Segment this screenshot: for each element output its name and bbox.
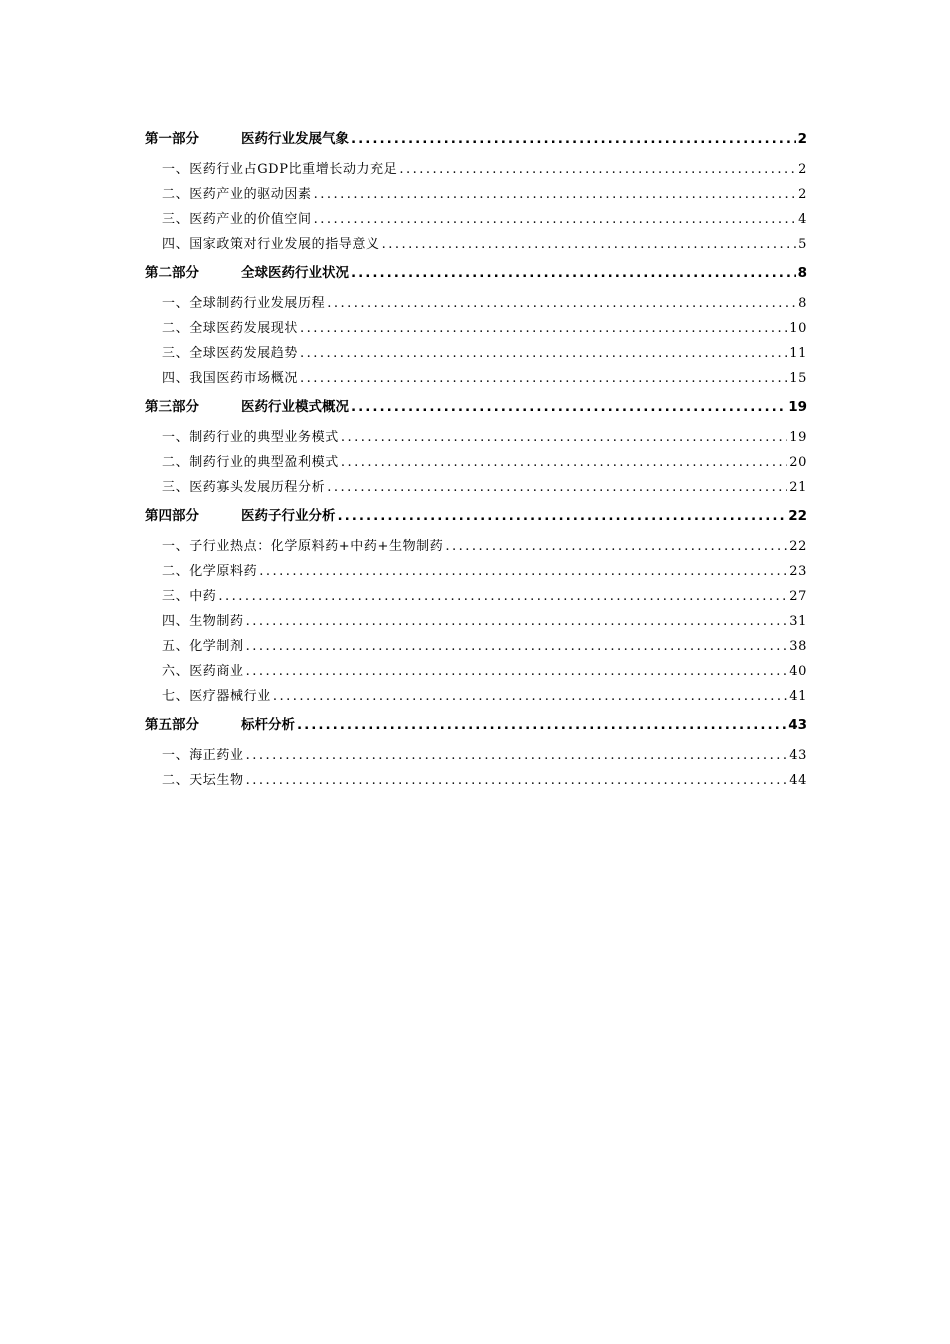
dot-leader xyxy=(259,559,787,584)
dot-leader xyxy=(314,207,797,232)
dot-leader xyxy=(300,366,787,391)
part-number: 第二部分 xyxy=(145,265,199,281)
dot-leader xyxy=(246,659,788,684)
toc-part-5[interactable] xyxy=(145,713,807,738)
page-number: 5 xyxy=(798,237,807,252)
dot-leader xyxy=(327,291,796,316)
toc-entry[interactable] xyxy=(145,584,807,609)
dot-leader xyxy=(246,609,788,634)
page-number: 27 xyxy=(789,589,807,604)
page-number: 41 xyxy=(789,689,807,704)
page-number: 31 xyxy=(789,614,807,629)
entry-title: 四、国家政策对行业发展的指导意义 xyxy=(162,237,380,252)
page-number: 10 xyxy=(789,321,807,336)
page-number: 40 xyxy=(789,664,807,679)
page-number: 22 xyxy=(789,539,807,554)
page-number: 19 xyxy=(789,430,807,445)
toc-part-3[interactable] xyxy=(145,395,807,420)
dot-leader xyxy=(445,534,787,559)
entry-title: 二、制药行业的典型盈利模式 xyxy=(162,455,339,470)
toc-entry[interactable] xyxy=(145,316,807,341)
part-title: 医药行业模式概况 xyxy=(241,399,349,415)
toc-entry[interactable] xyxy=(145,182,807,207)
entry-title: 三、全球医药发展趋势 xyxy=(162,346,299,361)
entry-title: 二、天坛生物 xyxy=(162,773,244,788)
part-number: 第四部分 xyxy=(145,508,199,524)
page-number: 43 xyxy=(788,717,807,733)
dot-leader xyxy=(351,395,786,420)
toc-entry[interactable] xyxy=(145,291,807,316)
entry-title: 三、医药寡头发展历程分析 xyxy=(162,480,326,495)
dot-leader xyxy=(314,182,797,207)
dot-leader xyxy=(327,475,787,500)
entry-title: 二、化学原料药 xyxy=(162,564,258,579)
toc-part-2[interactable] xyxy=(145,261,807,286)
toc-entry[interactable] xyxy=(145,559,807,584)
dot-leader xyxy=(246,634,788,659)
page-number: 8 xyxy=(797,265,807,281)
entry-title: 一、全球制药行业发展历程 xyxy=(162,296,326,311)
page-number: 4 xyxy=(798,212,807,227)
entry-title: 六、医药商业 xyxy=(162,664,244,679)
entry-title: 三、中药 xyxy=(162,589,217,604)
toc-entry[interactable] xyxy=(145,157,807,182)
entry-title: 一、医药行业占GDP比重增长动力充足 xyxy=(162,162,398,177)
part-title: 医药子行业分析 xyxy=(241,508,336,524)
part-number: 第五部分 xyxy=(145,717,199,733)
toc-entry[interactable] xyxy=(145,475,807,500)
dot-leader xyxy=(246,768,788,793)
page-number: 23 xyxy=(789,564,807,579)
toc-entry[interactable] xyxy=(145,366,807,391)
entry-title: 二、全球医药发展现状 xyxy=(162,321,299,336)
toc-entry[interactable] xyxy=(145,534,807,559)
page-number: 2 xyxy=(798,162,807,177)
toc-entry[interactable] xyxy=(145,684,807,709)
toc-entry[interactable] xyxy=(145,634,807,659)
toc-entry[interactable] xyxy=(145,207,807,232)
entry-title: 一、制药行业的典型业务模式 xyxy=(162,430,339,445)
entry-title: 三、医药产业的价值空间 xyxy=(162,212,312,227)
entry-title: 四、生物制药 xyxy=(162,614,244,629)
table-of-contents xyxy=(145,127,807,793)
entry-title: 一、子行业热点：化学原料药+中药+生物制药 xyxy=(162,539,444,554)
entry-title: 一、海正药业 xyxy=(162,748,244,763)
toc-entry[interactable] xyxy=(145,659,807,684)
part-number: 第一部分 xyxy=(145,131,199,147)
entry-title: 七、医疗器械行业 xyxy=(162,689,271,704)
dot-leader xyxy=(351,261,796,286)
toc-part-1[interactable] xyxy=(145,127,807,152)
part-title: 全球医药行业状况 xyxy=(241,265,349,281)
page-number: 8 xyxy=(798,296,807,311)
toc-entry[interactable] xyxy=(145,768,807,793)
dot-leader xyxy=(351,127,796,152)
page-number: 2 xyxy=(798,187,807,202)
page-number: 19 xyxy=(788,399,807,415)
entry-title: 四、我国医药市场概况 xyxy=(162,371,299,386)
page-number: 22 xyxy=(788,508,807,524)
dot-leader xyxy=(338,504,787,529)
entry-title: 二、医药产业的驱动因素 xyxy=(162,187,312,202)
toc-entry[interactable] xyxy=(145,425,807,450)
toc-entry[interactable] xyxy=(145,450,807,475)
toc-part-4[interactable] xyxy=(145,504,807,529)
dot-leader xyxy=(300,341,787,366)
toc-entry[interactable] xyxy=(145,743,807,768)
dot-leader xyxy=(382,232,797,257)
page-number: 43 xyxy=(789,748,807,763)
dot-leader xyxy=(300,316,787,341)
part-number: 第三部分 xyxy=(145,399,199,415)
page-number: 38 xyxy=(789,639,807,654)
dot-leader xyxy=(218,584,787,609)
toc-entry[interactable] xyxy=(145,232,807,257)
dot-leader xyxy=(399,157,796,182)
page-number: 44 xyxy=(789,773,807,788)
dot-leader xyxy=(273,684,787,709)
dot-leader xyxy=(341,450,787,475)
part-title: 医药行业发展气象 xyxy=(241,131,349,147)
toc-entry[interactable] xyxy=(145,609,807,634)
page-number: 11 xyxy=(789,346,807,361)
dot-leader xyxy=(341,425,787,450)
toc-entry[interactable] xyxy=(145,341,807,366)
part-title: 标杆分析 xyxy=(241,717,295,733)
page-number: 15 xyxy=(789,371,807,386)
page-number: 2 xyxy=(797,131,807,147)
dot-leader xyxy=(297,713,786,738)
page-number: 21 xyxy=(789,480,807,495)
page-number: 20 xyxy=(789,455,807,470)
entry-title: 五、化学制剂 xyxy=(162,639,244,654)
dot-leader xyxy=(246,743,788,768)
